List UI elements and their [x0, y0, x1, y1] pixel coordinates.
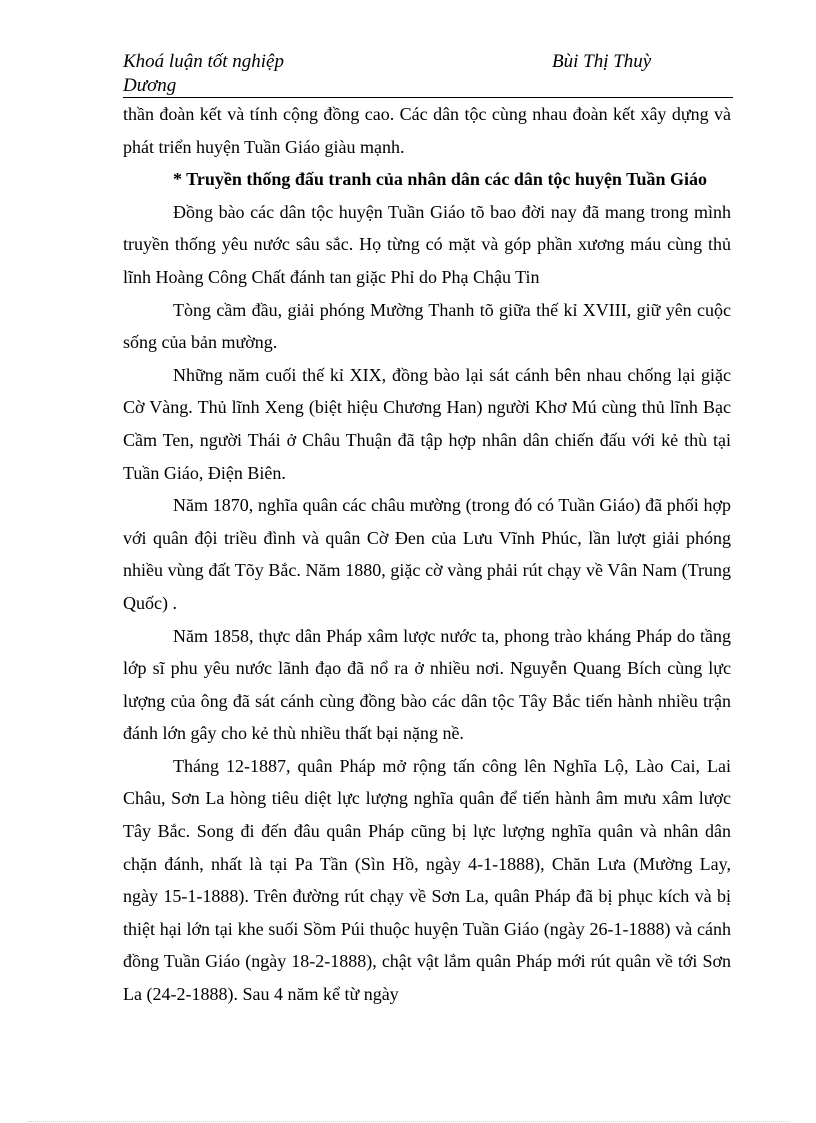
- paragraph: Tòng cầm đầu, giải phóng Mường Thanh tõ giữa thế kỉ XVIII, giữ yên cuộc sống của bản mường.: [123, 299, 731, 353]
- paragraph: Đồng bào các dân tộc huyện Tuần Giáo tõ bao đời nay đã mang trong mình truyền thống yêu nước sâu sắc. Họ từng có mặt và góp phần xương máu cùng thủ lĩnh Hoàng Công Chất đánh tan giặc Phỉ do Phạ Chậu Tin: [123, 201, 731, 287]
- header-author-surname: Dương: [123, 75, 177, 96]
- paragraph-continuation: thần đoàn kết và tính cộng đồng cao. Các dân tộc cùng nhau đoàn kết xây dựng và phát triển huyện Tuần Giáo giàu mạnh.: [123, 104, 731, 157]
- paragraph: Những năm cuối thế kỉ XIX, đồng bào lại sát cánh bên nhau chống lại giặc Cờ Vàng. Thủ lĩnh Xeng (biệt hiệu Chương Han) người Khơ Mú cùng thủ lĩnh Bạc Cầm Ten, người Thái ở Châu Thuận đã tập hợp nhân dân chiến đấu với kẻ thù tại Tuần Giáo, Điện Biên.: [123, 364, 731, 483]
- page-bottom-border: [28, 1121, 788, 1122]
- paragraph: Tháng 12-1887, quân Pháp mở rộng tấn công lên Nghĩa Lộ, Lào Cai, Lai Châu, Sơn La hòng tiêu diệt lực lượng nghĩa quân để tiến hành âm mưu xâm lược Tây Bắc. Song đi đến đâu quân Pháp cũng bị lực lượng nghĩa quân và nhân dân chặn đánh, nhất là tại Pa Tần (Sìn Hồ, ngày 4-1-1888), Chăn Lưa (Mường Lay, ngày 15-1-1888). Trên đường rút chạy về Sơn La, quân Pháp đã bị phục kích và bị thiệt hại lớn tại khe suối Sồm Púi thuộc huyện Tuần Giáo (ngày 26-1-1888) và cánh đồng Tuần Giáo (ngày 18-2-1888), chật vật lắm quân Pháp mới rút quân về tới Sơn La (24-2-1888). Sau 4 năm kể từ ngày: [123, 755, 731, 1005]
- section-heading: * Truyền thống đấu tranh của nhân dân các dân tộc huyện Tuần Giáo: [173, 169, 707, 190]
- header-author-name: Bùi Thị Thuỳ: [552, 51, 652, 72]
- header-thesis-title: Khoá luận tốt nghiệp: [123, 51, 284, 72]
- paragraph: Năm 1870, nghĩa quân các châu mường (trong đó có Tuần Giáo) đã phối hợp với quân đội triều đình và quân Cờ Đen của Lưu Vĩnh Phúc, lần lượt giải phóng nhiều vùng đất Tõy Bắc. Năm 1880, giặc cờ vàng phải rút chạy về Vân Nam (Trung Quốc) .: [123, 495, 731, 613]
- document-body: [123, 98, 731, 1011]
- paragraph: Năm 1858, thực dân Pháp xâm lược nước ta, phong trào kháng Pháp do tầng lớp sĩ phu yêu nước lãnh đạo đã nổ ra ở nhiều nơi. Nguyễn Quang Bích cùng lực lượng của ông đã sát cánh cùng đồng bào các dân tộc Tây Bắc tiến hành nhiều trận đánh lớn gây cho kẻ thù nhiều thất bại nặng nề.: [123, 625, 731, 744]
